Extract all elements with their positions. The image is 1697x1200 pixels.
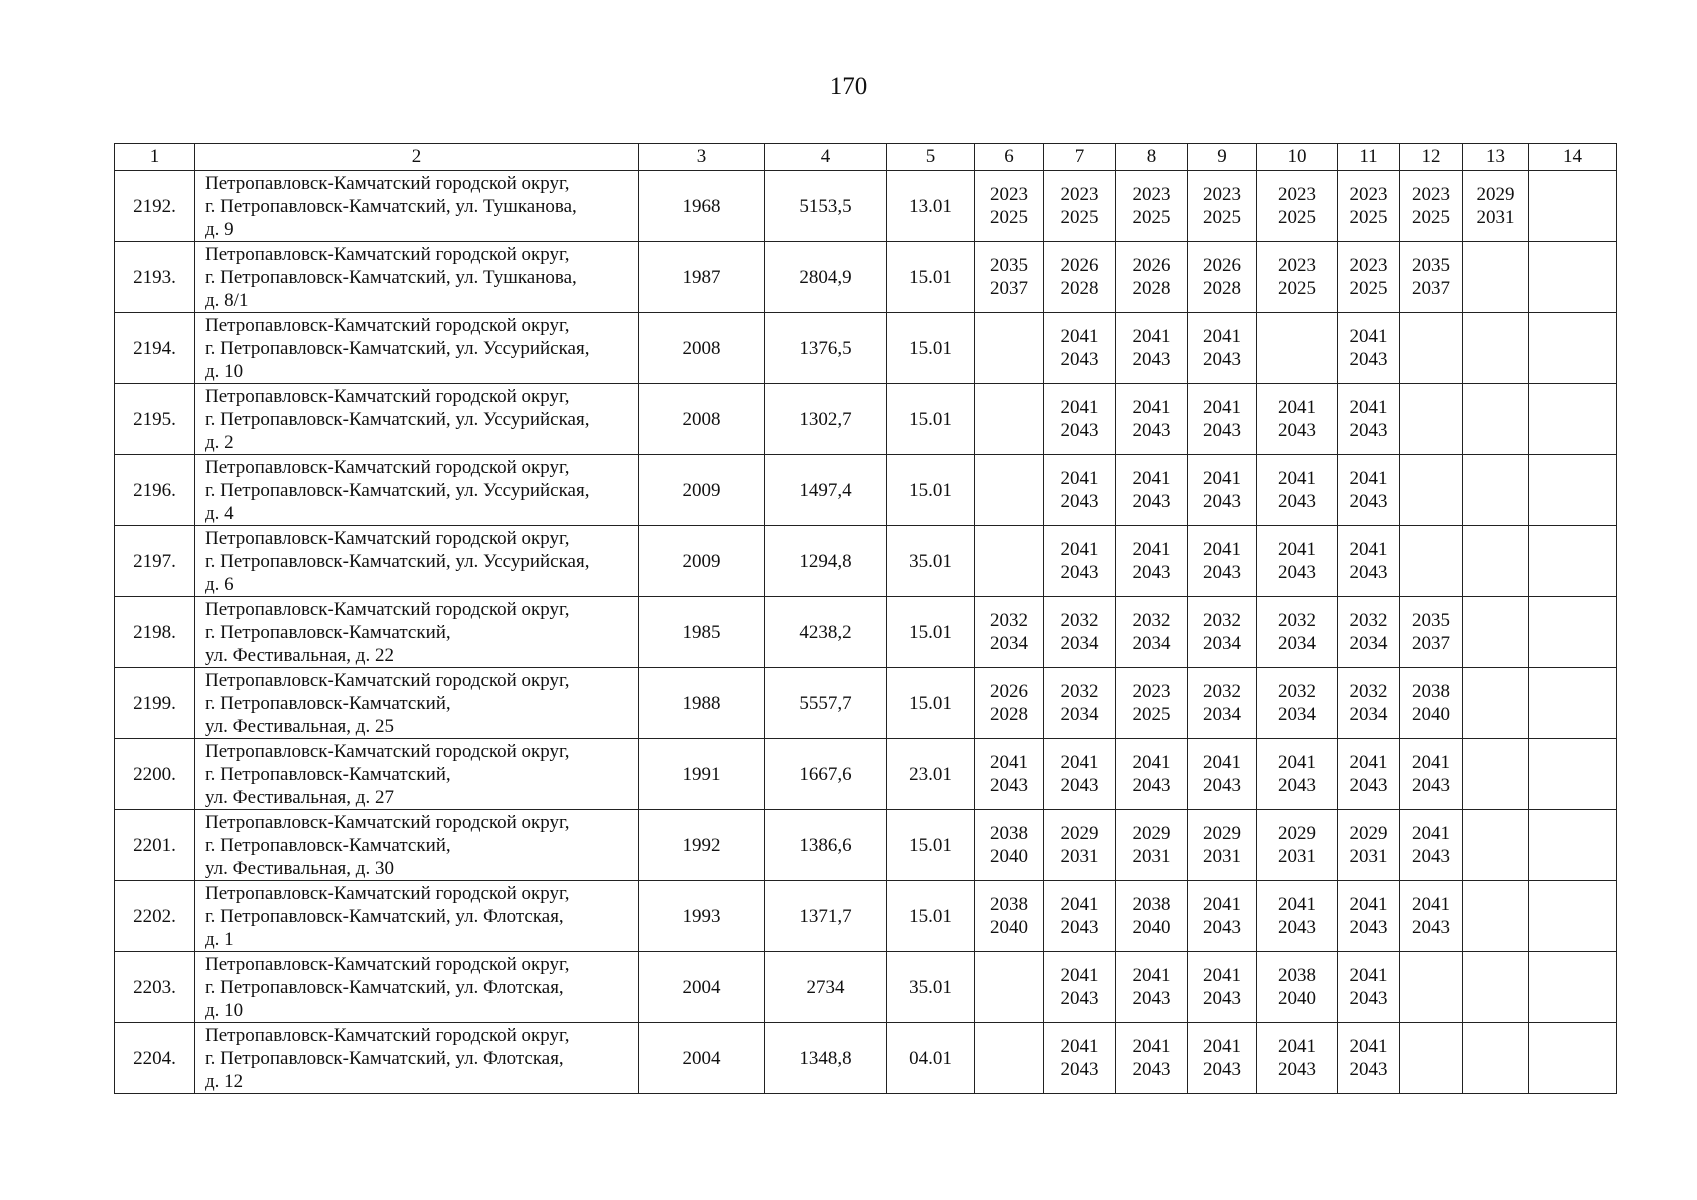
period-cell-col-11: 2041 2043 (1338, 739, 1400, 810)
table-row (115, 739, 1617, 810)
period-cell-col-12: 2041 2043 (1400, 739, 1463, 810)
period-cell-col-12: 2035 2037 (1400, 597, 1463, 668)
period-cell-col-9: 2023 2025 (1188, 171, 1257, 242)
row-number-cell: 2202. (115, 881, 195, 952)
table-row (115, 384, 1617, 455)
table-row (115, 810, 1617, 881)
period-cell-col-7: 2023 2025 (1044, 171, 1116, 242)
period-cell-col-9: 2041 2043 (1188, 881, 1257, 952)
period-cell-col-11: 2041 2043 (1338, 526, 1400, 597)
period-cell-col-10: 2032 2034 (1257, 597, 1338, 668)
period-cell-col-10: 2023 2025 (1257, 171, 1338, 242)
column-header-3: 3 (639, 144, 765, 171)
code-cell: 15.01 (887, 384, 975, 455)
year-cell: 2009 (639, 455, 765, 526)
period-cell-col-13 (1463, 1023, 1529, 1094)
period-cell-col-8: 2026 2028 (1116, 242, 1188, 313)
period-cell-col-9: 2041 2043 (1188, 313, 1257, 384)
column-header-12: 12 (1400, 144, 1463, 171)
table-row (115, 597, 1617, 668)
period-cell-col-8: 2041 2043 (1116, 526, 1188, 597)
period-cell-col-8: 2041 2043 (1116, 952, 1188, 1023)
period-cell-col-9: 2026 2028 (1188, 242, 1257, 313)
period-cell-col-7: 2026 2028 (1044, 242, 1116, 313)
period-cell-col-9: 2041 2043 (1188, 455, 1257, 526)
period-cell-col-8: 2038 2040 (1116, 881, 1188, 952)
period-cell-col-12 (1400, 384, 1463, 455)
period-cell-col-6: 2035 2037 (975, 242, 1044, 313)
period-cell-col-14 (1529, 881, 1617, 952)
period-cell-col-14 (1529, 810, 1617, 881)
period-cell-col-8: 2041 2043 (1116, 455, 1188, 526)
column-header-8: 8 (1116, 144, 1188, 171)
period-cell-col-6 (975, 455, 1044, 526)
period-cell-col-6 (975, 1023, 1044, 1094)
row-number-cell: 2201. (115, 810, 195, 881)
period-cell-col-13 (1463, 526, 1529, 597)
table-row (115, 313, 1617, 384)
period-cell-col-7: 2041 2043 (1044, 384, 1116, 455)
address-cell: Петропавловск-Камчатский городской округ, г. Петропавловск-Камчатский, ул. Фестивальная, д. 22 (195, 597, 639, 668)
period-cell-col-14 (1529, 668, 1617, 739)
period-cell-col-10: 2041 2043 (1257, 739, 1338, 810)
address-cell: Петропавловск-Камчатский городской округ, г. Петропавловск-Камчатский, ул. Уссурийская, д. 6 (195, 526, 639, 597)
period-cell-col-13 (1463, 810, 1529, 881)
column-header-1: 1 (115, 144, 195, 171)
table-row (115, 952, 1617, 1023)
period-cell-col-12: 2023 2025 (1400, 171, 1463, 242)
period-cell-col-11: 2029 2031 (1338, 810, 1400, 881)
table-row (115, 242, 1617, 313)
row-number-cell: 2192. (115, 171, 195, 242)
row-number-cell: 2193. (115, 242, 195, 313)
code-cell: 13.01 (887, 171, 975, 242)
period-cell-col-12 (1400, 455, 1463, 526)
period-cell-col-8: 2032 2034 (1116, 597, 1188, 668)
year-cell: 2009 (639, 526, 765, 597)
period-cell-col-9: 2032 2034 (1188, 668, 1257, 739)
row-number-cell: 2198. (115, 597, 195, 668)
row-number-cell: 2194. (115, 313, 195, 384)
row-number-cell: 2204. (115, 1023, 195, 1094)
period-cell-col-6: 2026 2028 (975, 668, 1044, 739)
period-cell-col-8: 2041 2043 (1116, 739, 1188, 810)
period-cell-col-13: 2029 2031 (1463, 171, 1529, 242)
period-cell-col-11: 2023 2025 (1338, 242, 1400, 313)
period-cell-col-10: 2041 2043 (1257, 1023, 1338, 1094)
period-cell-col-7: 2032 2034 (1044, 668, 1116, 739)
year-cell: 1988 (639, 668, 765, 739)
period-cell-col-14 (1529, 171, 1617, 242)
period-cell-col-13 (1463, 597, 1529, 668)
code-cell: 04.01 (887, 1023, 975, 1094)
period-cell-col-12: 2041 2043 (1400, 881, 1463, 952)
period-cell-col-11: 2041 2043 (1338, 384, 1400, 455)
code-cell: 15.01 (887, 242, 975, 313)
address-cell: Петропавловск-Камчатский городской округ, г. Петропавловск-Камчатский, ул. Уссурийская, д. 4 (195, 455, 639, 526)
period-cell-col-10: 2032 2034 (1257, 668, 1338, 739)
address-cell: Петропавловск-Камчатский городской округ, г. Петропавловск-Камчатский, ул. Флотская, д. 12 (195, 1023, 639, 1094)
area-cell: 1371,7 (765, 881, 887, 952)
period-cell-col-9: 2041 2043 (1188, 384, 1257, 455)
period-cell-col-13 (1463, 739, 1529, 810)
column-header-5: 5 (887, 144, 975, 171)
period-cell-col-9: 2041 2043 (1188, 739, 1257, 810)
period-cell-col-13 (1463, 455, 1529, 526)
column-header-6: 6 (975, 144, 1044, 171)
area-cell: 4238,2 (765, 597, 887, 668)
address-cell: Петропавловск-Камчатский городской округ, г. Петропавловск-Камчатский, ул. Тушканова, д. 9 (195, 171, 639, 242)
period-cell-col-14 (1529, 526, 1617, 597)
table-row (115, 171, 1617, 242)
period-cell-col-11: 2032 2034 (1338, 597, 1400, 668)
period-cell-col-12 (1400, 313, 1463, 384)
code-cell: 15.01 (887, 881, 975, 952)
period-cell-col-6: 2041 2043 (975, 739, 1044, 810)
period-cell-col-9: 2041 2043 (1188, 526, 1257, 597)
area-cell: 1294,8 (765, 526, 887, 597)
area-cell: 2734 (765, 952, 887, 1023)
period-cell-col-7: 2041 2043 (1044, 881, 1116, 952)
period-cell-col-12: 2035 2037 (1400, 242, 1463, 313)
year-cell: 2004 (639, 952, 765, 1023)
address-cell: Петропавловск-Камчатский городской округ, г. Петропавловск-Камчатский, ул. Флотская, д. 1 (195, 881, 639, 952)
table-row (115, 526, 1617, 597)
period-cell-col-7: 2032 2034 (1044, 597, 1116, 668)
year-cell: 1991 (639, 739, 765, 810)
period-cell-col-9: 2041 2043 (1188, 952, 1257, 1023)
period-cell-col-6 (975, 526, 1044, 597)
column-header-9: 9 (1188, 144, 1257, 171)
year-cell: 2008 (639, 384, 765, 455)
code-cell: 35.01 (887, 526, 975, 597)
period-cell-col-14 (1529, 384, 1617, 455)
period-cell-col-10: 2041 2043 (1257, 455, 1338, 526)
period-cell-col-11: 2041 2043 (1338, 952, 1400, 1023)
period-cell-col-13 (1463, 668, 1529, 739)
period-cell-col-11: 2041 2043 (1338, 881, 1400, 952)
row-number-cell: 2200. (115, 739, 195, 810)
period-cell-col-10: 2023 2025 (1257, 242, 1338, 313)
code-cell: 23.01 (887, 739, 975, 810)
year-cell: 2004 (639, 1023, 765, 1094)
table-row (115, 1023, 1617, 1094)
year-cell: 2008 (639, 313, 765, 384)
period-cell-col-6 (975, 313, 1044, 384)
address-cell: Петропавловск-Камчатский городской округ, г. Петропавловск-Камчатский, ул. Флотская, д. 10 (195, 952, 639, 1023)
period-cell-col-11: 2023 2025 (1338, 171, 1400, 242)
area-cell: 1348,8 (765, 1023, 887, 1094)
code-cell: 15.01 (887, 455, 975, 526)
row-number-cell: 2196. (115, 455, 195, 526)
period-cell-col-13 (1463, 881, 1529, 952)
address-cell: Петропавловск-Камчатский городской округ, г. Петропавловск-Камчатский, ул. Тушканова, д. 8/1 (195, 242, 639, 313)
row-number-cell: 2195. (115, 384, 195, 455)
period-cell-col-6: 2032 2034 (975, 597, 1044, 668)
period-cell-col-10: 2041 2043 (1257, 526, 1338, 597)
period-cell-col-8: 2041 2043 (1116, 384, 1188, 455)
code-cell: 35.01 (887, 952, 975, 1023)
column-header-7: 7 (1044, 144, 1116, 171)
page-number: 170 (829, 73, 868, 100)
year-cell: 1993 (639, 881, 765, 952)
period-cell-col-9: 2029 2031 (1188, 810, 1257, 881)
period-cell-col-8: 2023 2025 (1116, 668, 1188, 739)
period-cell-col-7: 2029 2031 (1044, 810, 1116, 881)
period-cell-col-11: 2032 2034 (1338, 668, 1400, 739)
area-cell: 1667,6 (765, 739, 887, 810)
period-cell-col-11: 2041 2043 (1338, 313, 1400, 384)
address-cell: Петропавловск-Камчатский городской округ, г. Петропавловск-Камчатский, ул. Фестивальная, д. 25 (195, 668, 639, 739)
column-header-14: 14 (1529, 144, 1617, 171)
address-cell: Петропавловск-Камчатский городской округ, г. Петропавловск-Камчатский, ул. Уссурийская, д. 10 (195, 313, 639, 384)
column-header-10: 10 (1257, 144, 1338, 171)
area-cell: 5153,5 (765, 171, 887, 242)
address-cell: Петропавловск-Камчатский городской округ, г. Петропавловск-Камчатский, ул. Фестивальная, д. 27 (195, 739, 639, 810)
period-cell-col-14 (1529, 455, 1617, 526)
period-cell-col-12 (1400, 1023, 1463, 1094)
year-cell: 1987 (639, 242, 765, 313)
period-cell-col-9: 2032 2034 (1188, 597, 1257, 668)
period-cell-col-6 (975, 952, 1044, 1023)
address-cell: Петропавловск-Камчатский городской округ, г. Петропавловск-Камчатский, ул. Уссурийская, д. 2 (195, 384, 639, 455)
period-cell-col-8: 2029 2031 (1116, 810, 1188, 881)
column-header-11: 11 (1338, 144, 1400, 171)
year-cell: 1985 (639, 597, 765, 668)
period-cell-col-6 (975, 384, 1044, 455)
period-cell-col-13 (1463, 313, 1529, 384)
period-cell-col-6: 2038 2040 (975, 810, 1044, 881)
area-cell: 1302,7 (765, 384, 887, 455)
period-cell-col-10: 2041 2043 (1257, 384, 1338, 455)
period-cell-col-14 (1529, 1023, 1617, 1094)
address-cell: Петропавловск-Камчатский городской округ, г. Петропавловск-Камчатский, ул. Фестивальная, д. 30 (195, 810, 639, 881)
period-cell-col-13 (1463, 242, 1529, 313)
period-cell-col-12 (1400, 526, 1463, 597)
period-cell-col-10: 2041 2043 (1257, 881, 1338, 952)
code-cell: 15.01 (887, 668, 975, 739)
code-cell: 15.01 (887, 597, 975, 668)
period-cell-col-9: 2041 2043 (1188, 1023, 1257, 1094)
year-cell: 1992 (639, 810, 765, 881)
period-cell-col-14 (1529, 242, 1617, 313)
period-cell-col-11: 2041 2043 (1338, 455, 1400, 526)
period-cell-col-13 (1463, 952, 1529, 1023)
table-body (115, 171, 1617, 1094)
period-cell-col-10 (1257, 313, 1338, 384)
period-cell-col-7: 2041 2043 (1044, 455, 1116, 526)
column-header-4: 4 (765, 144, 887, 171)
period-cell-col-7: 2041 2043 (1044, 1023, 1116, 1094)
area-cell: 2804,9 (765, 242, 887, 313)
period-cell-col-8: 2041 2043 (1116, 1023, 1188, 1094)
row-number-cell: 2203. (115, 952, 195, 1023)
period-cell-col-12: 2038 2040 (1400, 668, 1463, 739)
period-cell-col-7: 2041 2043 (1044, 526, 1116, 597)
code-cell: 15.01 (887, 313, 975, 384)
period-cell-col-10: 2038 2040 (1257, 952, 1338, 1023)
table-row (115, 455, 1617, 526)
period-cell-col-7: 2041 2043 (1044, 313, 1116, 384)
area-cell: 1386,6 (765, 810, 887, 881)
table-row (115, 881, 1617, 952)
period-cell-col-13 (1463, 384, 1529, 455)
area-cell: 1497,4 (765, 455, 887, 526)
column-header-2: 2 (195, 144, 639, 171)
column-header-13: 13 (1463, 144, 1529, 171)
period-cell-col-8: 2041 2043 (1116, 313, 1188, 384)
period-cell-col-14 (1529, 739, 1617, 810)
row-number-cell: 2199. (115, 668, 195, 739)
area-cell: 1376,5 (765, 313, 887, 384)
period-cell-col-10: 2029 2031 (1257, 810, 1338, 881)
period-cell-col-14 (1529, 952, 1617, 1023)
row-number-cell: 2197. (115, 526, 195, 597)
year-cell: 1968 (639, 171, 765, 242)
code-cell: 15.01 (887, 810, 975, 881)
period-cell-col-6: 2023 2025 (975, 171, 1044, 242)
table-row (115, 668, 1617, 739)
period-cell-col-14 (1529, 597, 1617, 668)
period-cell-col-6: 2038 2040 (975, 881, 1044, 952)
period-cell-col-14 (1529, 313, 1617, 384)
period-cell-col-11: 2041 2043 (1338, 1023, 1400, 1094)
period-cell-col-12 (1400, 952, 1463, 1023)
period-cell-col-7: 2041 2043 (1044, 952, 1116, 1023)
period-cell-col-7: 2041 2043 (1044, 739, 1116, 810)
header-row (115, 144, 1617, 171)
period-cell-col-12: 2041 2043 (1400, 810, 1463, 881)
table-header (115, 144, 1617, 171)
period-cell-col-8: 2023 2025 (1116, 171, 1188, 242)
area-cell: 5557,7 (765, 668, 887, 739)
registry-table (114, 143, 1617, 1094)
